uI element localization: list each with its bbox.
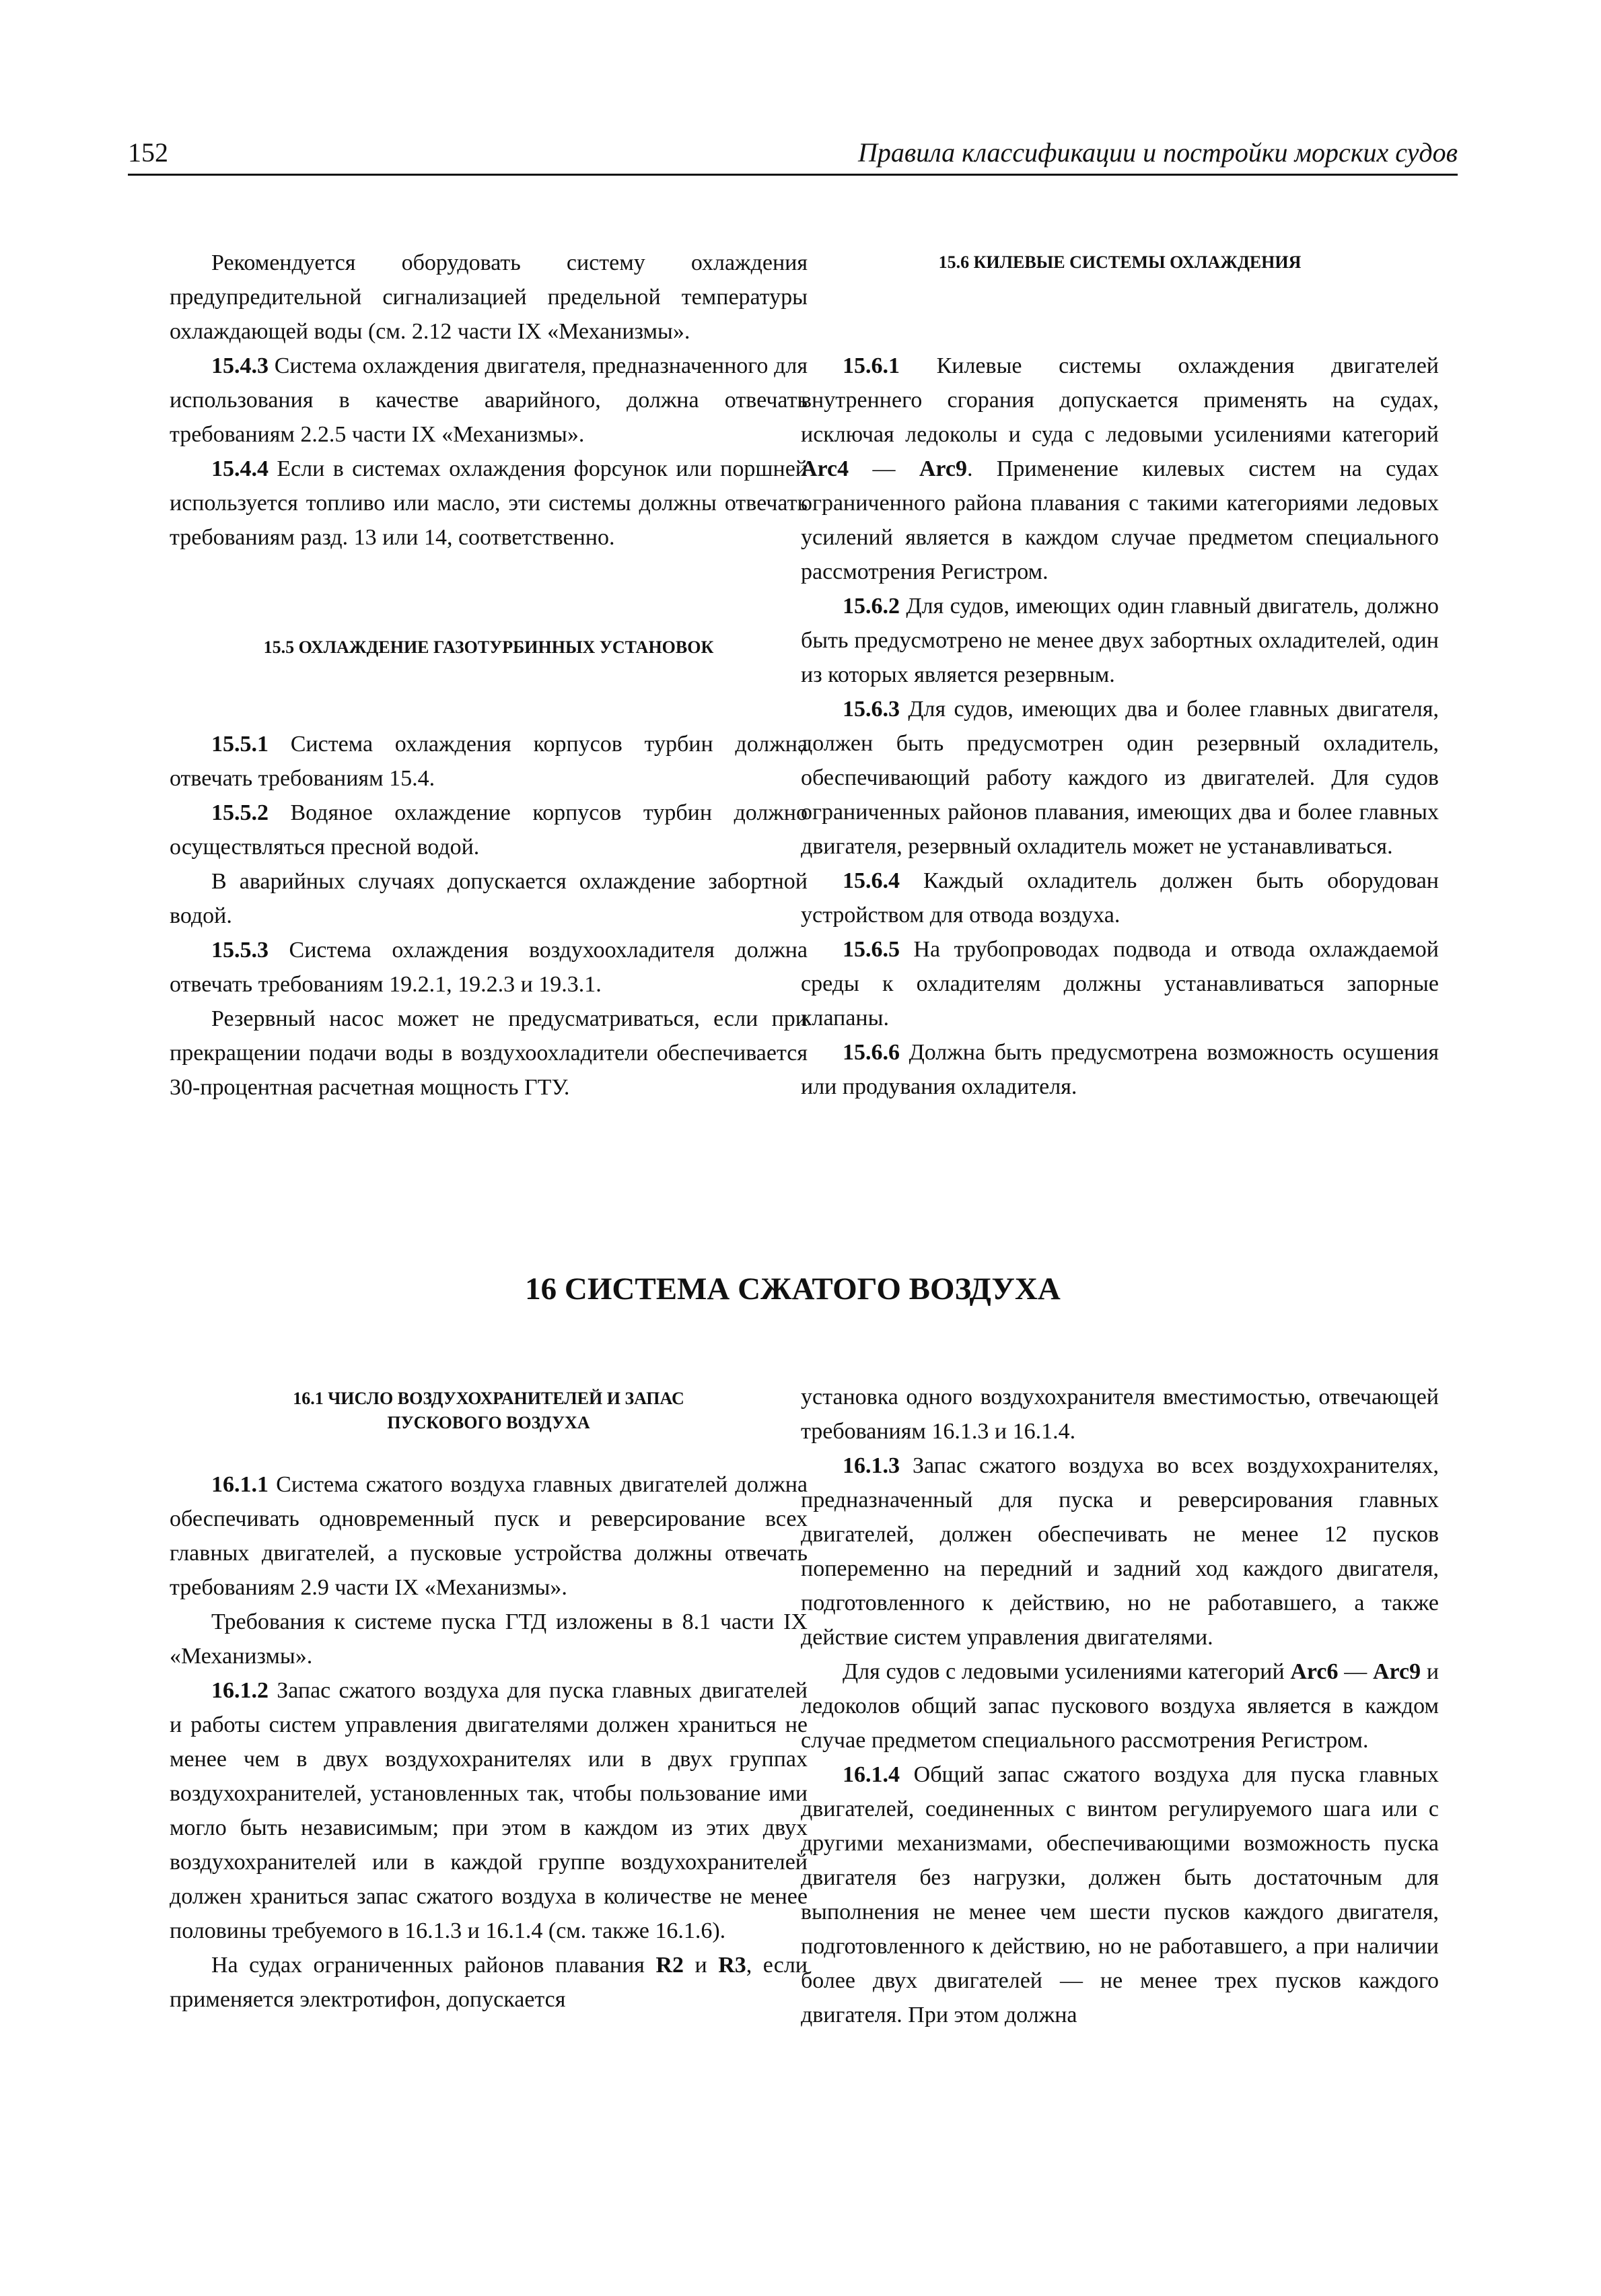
clause-text: На трубопроводах подвода и отвода охлаждаемой среды к охладителям должны устанавливаться запорные клапаны. [801, 937, 1439, 1031]
clause-number: 16.1.4 [843, 1762, 900, 1787]
ice-class: Arc9 [1372, 1659, 1421, 1684]
clause-number: 15.6.1 [843, 353, 900, 378]
paragraph-15-5-2 [170, 796, 808, 864]
clause-text: Система сжатого воздуха главных двигателей должна обеспечивать одновременный пуск и реверсирование всех главных двигателей, а пусковые устройства должны отвечать требованиям 2.9 части IX «Механизмы». [170, 1472, 808, 1600]
paragraph-15-6-1 [801, 349, 1439, 589]
paragraph: Требования к системе пуска ГТД изложены в 8.1 части IX «Механизмы». [170, 1609, 808, 1669]
paragraph-16-1-3 [801, 1449, 1439, 1655]
paragraph [170, 1948, 808, 2017]
clause-text: Запас сжатого воздуха для пуска главных двигателей и работы систем управления двигателями должен храниться не менее чем в двух воздухохранителях или в двух группах воздухохранителей, установленных так, чтобы пользование ими могло быть независимым; при этом в каждом из этих двух воздухохранителей или в каждой группе воздухохранителей должен храниться запас сжатого воздуха в количестве не менее половины требуемого в 16.1.3 и 16.1.4 (см. также 16.1.6). [170, 1678, 808, 1943]
clause-text: Система охлаждения двигателя, предназначенного для использования в качестве аварийного, должна отвечать требованиям 2.2.5 части IX «Механизмы». [170, 353, 808, 447]
section-heading-15-5: 15.5 ОХЛАЖДЕНИЕ ГАЗОТУРБИННЫХ УСТАНОВОК [263, 637, 714, 657]
clause-text: Запас сжатого воздуха во всех воздухохранителях, предназначенный для пуска и реверсирования главных двигателей, должен обеспечивать не менее 12 пусков попеременно на передний и задний ход каждого двигателя, подготовленного к действию, но не работавшего, а также действие систем управления двигателями. [801, 1453, 1439, 1650]
clause-number: 15.4.3 [211, 353, 269, 378]
clause-text: Общий запас сжатого воздуха для пуска главных двигателей, соединенных с винтом регулируемого шага или с другими механизмами, обеспечивающими возможность пуска двигателя без нагрузки, должен быть достаточным для выполнения не менее чем шести пусков каждого двигателя, подготовленного к действию, но не работавшего, а при наличии более двух двигателей — не менее трех пусков каждого двигателя. При этом должна [801, 1762, 1439, 2027]
dash: — [849, 456, 919, 481]
paragraph: В аварийных случаях допускается охлаждение забортной водой. [170, 869, 808, 928]
paragraph-15-6-5 [801, 932, 1439, 1035]
paragraph: Рекомендуется оборудовать систему охлаждения предупредительной сигнализацией предельной температуры охлаждающей воды (см. 2.12 части IX «Механизмы». [170, 250, 808, 344]
paragraph-16-1-2 [170, 1673, 808, 1948]
clause-text: Для судов, имеющих два и более главных двигателя, должен быть предусмотрен один резервный охладитель, обеспечивающий работу каждого из двигателей. Для судов ограниченных районов плавания, имеющих два и более главных двигателя, резервный охладитель может не устанавливаться. [801, 697, 1439, 859]
clause-number: 15.5.2 [211, 800, 269, 825]
area-class: R3 [718, 1953, 746, 1978]
paragraph-15-4-3 [170, 349, 808, 452]
dash: — [1338, 1659, 1373, 1684]
paragraph-15-6-4 [801, 864, 1439, 932]
clause-number: 15.4.4 [211, 456, 269, 481]
paragraph-continued: установка одного воздухохранителя вместимостью, отвечающей требованиям 16.1.3 и 16.1.4. [801, 1385, 1439, 1444]
chapter-title: 16 СИСТЕМА СЖАТОГО ВОЗДУХА [525, 1272, 1061, 1307]
clause-number: 16.1.1 [211, 1472, 269, 1497]
clause-text: , если применяется электротифон, допускается [170, 1953, 808, 2012]
area-class: R2 [655, 1953, 684, 1978]
running-title: Правила классификации и постройки морских судов [857, 137, 1458, 168]
clause-text: Система охлаждения корпусов турбин должна отвечать требованиям 15.4. [170, 732, 808, 791]
ice-class: Arc4 [801, 456, 849, 481]
paragraph-15-6-6 [801, 1035, 1439, 1104]
ice-class: Arc9 [919, 456, 967, 481]
conjunction: и [684, 1953, 719, 1978]
top-right-column [801, 250, 1439, 1104]
clause-number: 15.5.1 [211, 732, 269, 757]
clause-text: . Применение килевых систем на судах ограниченного района плавания с такими категориями ледовых усилений является в каждом случае предметом специального рассмотрения Регистром. [801, 456, 1439, 584]
bottom-right-column [801, 1380, 1439, 2032]
clause-text: Для судов с ледовыми усилениями категорий [843, 1659, 1291, 1684]
clause-text: Для судов, имеющих один главный двигатель, должно быть предусмотрено не менее двух забортных охладителей, один из которых является резервным. [801, 594, 1439, 687]
clause-text: На судах ограниченных районов плавания [211, 1953, 656, 1978]
clause-number: 15.6.6 [843, 1040, 900, 1065]
clause-text: и ледоколов общий запас пускового воздуха является в каждом случае предметом специального рассмотрения Регистром. [801, 1659, 1439, 1753]
bottom-left-column [170, 1387, 808, 2017]
paragraph-15-5-3 [170, 933, 808, 1002]
paragraph-15-6-3 [801, 692, 1439, 864]
clause-text: Система охлаждения воздухоохладителя должна отвечать требованиям 19.2.1, 19.2.3 и 19.3.1. [170, 938, 808, 997]
paragraph-16-1-1 [170, 1467, 808, 1605]
clause-text: Должна быть предусмотрена возможность осушения или продувания охладителя. [801, 1040, 1439, 1099]
clause-number: 15.6.2 [843, 594, 900, 619]
paragraph [801, 1655, 1439, 1758]
clause-number: 15.6.3 [843, 697, 900, 722]
paragraph: Резервный насос может не предусматриваться, если при прекращении подачи воды в воздухоохладители обеспечивается 30-процентная расчетная мощность ГТУ. [170, 1006, 808, 1100]
section-heading-15-6: 15.6 КИЛЕВЫЕ СИСТЕМЫ ОХЛАЖДЕНИЯ [938, 252, 1302, 272]
clause-text: Если в системах охлаждения форсунок или поршней используется топливо или масло, эти системы должны отвечать требованиям разд. 13 или 14, соответственно. [170, 456, 808, 550]
clause-number: 15.6.5 [843, 937, 900, 962]
clause-number: 15.5.3 [211, 938, 269, 963]
paragraph-15-4-4 [170, 452, 808, 555]
clause-text: Килевые системы охлаждения двигателей внутреннего сгорания допускается применять на судах, исключая ледоколы и суда с ледовыми усилениями категорий [801, 353, 1439, 447]
page-number: 152 [128, 137, 168, 168]
section-heading-16-1-line1: 16.1 ЧИСЛО ВОЗДУХОХРАНИТЕЛЕЙ И ЗАПАС [293, 1389, 684, 1408]
paragraph-15-5-1 [170, 727, 808, 796]
paragraph-16-1-4 [801, 1758, 1439, 2032]
clause-number: 16.1.3 [843, 1453, 900, 1478]
page-header [128, 132, 1458, 176]
top-left-column [170, 246, 808, 1105]
clause-text: Водяное охлаждение корпусов турбин должно осуществляться пресной водой. [170, 800, 808, 860]
clause-number: 16.1.2 [211, 1678, 269, 1703]
ice-class: Arc6 [1290, 1659, 1339, 1684]
clause-number: 15.6.4 [843, 868, 900, 893]
section-heading-16-1-line2: ПУСКОВОГО ВОЗДУХА [387, 1413, 590, 1432]
paragraph-15-6-2 [801, 589, 1439, 692]
clause-text: Каждый охладитель должен быть оборудован устройством для отвода воздуха. [801, 868, 1439, 928]
